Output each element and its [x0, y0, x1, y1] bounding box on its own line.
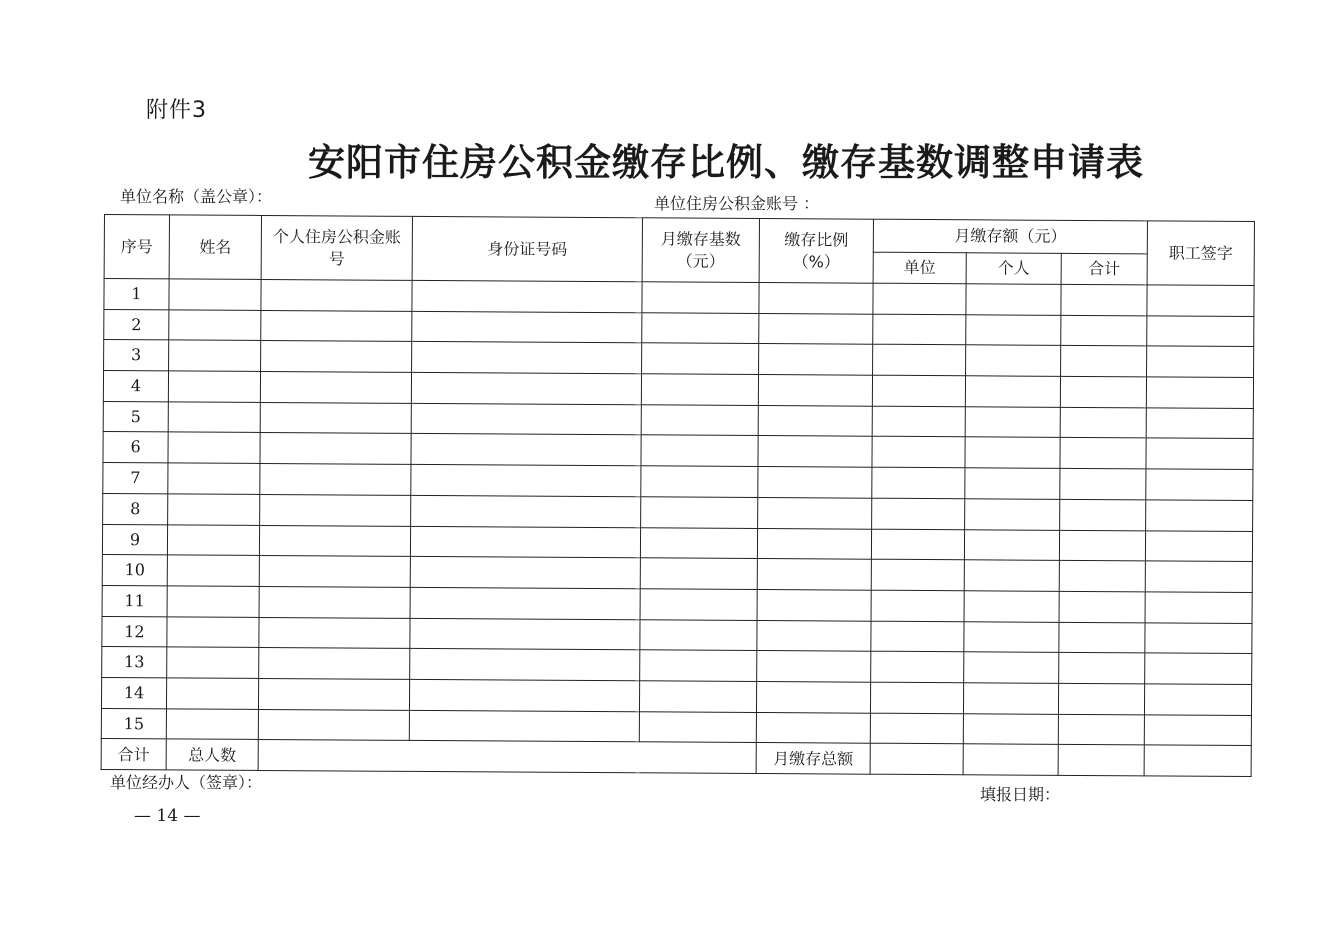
subtotal-cell	[1059, 591, 1145, 622]
signature-cell	[1146, 469, 1253, 500]
id-number-cell	[410, 618, 640, 650]
name-cell	[167, 647, 259, 678]
unit-amount-cell	[871, 590, 964, 621]
id-number-cell	[412, 311, 642, 343]
id-number-cell	[410, 587, 640, 619]
monthly-base-cell	[640, 619, 757, 650]
personal-account-cell	[259, 525, 410, 557]
row-number: 7	[103, 463, 168, 494]
header-row	[104, 215, 1254, 255]
unit-amount-cell	[872, 498, 965, 529]
monthly-base-cell	[640, 527, 757, 558]
personal-account-cell	[261, 279, 412, 311]
row-number: 13	[102, 647, 167, 678]
unit-amount-cell	[873, 283, 966, 314]
signature-cell	[1144, 684, 1251, 715]
ratio-cell	[757, 559, 871, 590]
header-seq: 序号	[104, 215, 169, 279]
personal-amount-cell	[965, 468, 1060, 499]
row-number: 3	[104, 340, 169, 371]
id-number-cell	[412, 280, 642, 312]
subtotal-cell	[1059, 530, 1145, 561]
header-id-number: 身份证号码	[412, 216, 642, 281]
name-cell	[168, 432, 260, 463]
unit-amount-cell	[873, 314, 966, 345]
personal-amount-cell	[966, 345, 1061, 376]
subtotal-cell	[1061, 346, 1147, 377]
personal-account-cell	[259, 617, 410, 649]
unit-amount-cell	[872, 406, 965, 437]
header-monthly-base: 月缴存基数（元）	[642, 218, 759, 283]
personal-amount-cell	[965, 376, 1060, 407]
personal-account-cell	[260, 402, 411, 434]
monthly-base-cell	[639, 681, 756, 712]
id-number-cell	[411, 403, 641, 435]
total-unit-cell	[870, 744, 963, 776]
signature-cell	[1145, 653, 1252, 684]
subtotal-cell	[1059, 653, 1145, 684]
personal-amount-cell	[965, 437, 1060, 468]
header-name: 姓名	[169, 215, 261, 280]
unit-amount-cell	[871, 651, 964, 682]
monthly-base-cell	[642, 312, 759, 343]
personal-account-cell	[260, 433, 411, 465]
operator-label: 单位经办人（签章）：	[110, 773, 263, 792]
header-monthly-amount: 月缴存额（元）	[873, 219, 1147, 254]
monthly-base-cell	[641, 374, 758, 405]
personal-amount-cell	[964, 621, 1059, 652]
page-number: — 14 —	[134, 806, 201, 826]
signature-cell	[1146, 500, 1253, 531]
id-number-cell	[411, 434, 641, 466]
name-cell	[168, 494, 260, 525]
ratio-cell	[758, 375, 872, 406]
personal-amount-cell	[963, 683, 1058, 714]
subtotal-cell	[1059, 622, 1145, 653]
ratio-cell	[758, 497, 872, 528]
unit-name-label: 单位名称（盖公章）：	[120, 187, 273, 206]
personal-amount-cell	[965, 407, 1060, 438]
header-personal: 个人	[966, 253, 1061, 285]
name-cell	[169, 310, 261, 341]
row-number: 6	[103, 432, 168, 463]
header-personal-account: 个人住房公积金账号	[261, 215, 412, 280]
subtotal-cell	[1058, 683, 1144, 714]
fund-account-label: 单位住房公积金账号 ：	[654, 194, 820, 213]
monthly-base-cell	[641, 497, 758, 528]
ratio-cell	[756, 712, 870, 743]
header-ratio: 缴存比例（%）	[759, 219, 873, 284]
row-number: 5	[103, 401, 168, 432]
attachment-label: 附件3	[146, 98, 207, 123]
personal-amount-cell	[966, 284, 1061, 315]
total-row	[101, 739, 1251, 777]
row-number: 9	[102, 524, 167, 555]
signature-cell	[1145, 530, 1252, 561]
unit-amount-cell	[872, 467, 965, 498]
unit-amount-cell	[870, 682, 963, 713]
unit-amount-cell	[872, 375, 965, 406]
subtotal-cell	[1060, 499, 1146, 530]
unit-amount-cell	[871, 621, 964, 652]
name-cell	[166, 678, 258, 709]
personal-amount-cell	[964, 560, 1059, 591]
monthly-base-cell	[641, 466, 758, 497]
personal-amount-cell	[964, 652, 1059, 683]
personal-amount-cell	[964, 529, 1059, 560]
signature-cell	[1145, 561, 1252, 592]
subtotal-cell	[1059, 561, 1145, 592]
row-number: 14	[101, 677, 166, 708]
ratio-cell	[758, 467, 872, 498]
ratio-cell	[759, 344, 873, 375]
personal-account-cell	[259, 648, 410, 680]
monthly-base-cell	[640, 589, 757, 620]
signature-cell	[1145, 592, 1252, 623]
row-number: 10	[102, 555, 167, 586]
id-number-cell	[411, 495, 641, 527]
name-cell	[167, 555, 259, 586]
subtotal-cell	[1061, 284, 1147, 315]
row-number: 11	[102, 585, 167, 616]
monthly-base-cell	[639, 711, 756, 742]
signature-cell	[1144, 714, 1251, 745]
name-cell	[167, 616, 259, 647]
monthly-base-cell	[640, 650, 757, 681]
name-cell	[167, 586, 259, 617]
personal-account-cell	[260, 494, 411, 526]
fill-date-label: 填报日期：	[980, 785, 1061, 804]
name-cell	[167, 524, 259, 555]
unit-amount-cell	[873, 345, 966, 376]
ratio-cell	[757, 620, 871, 651]
monthly-base-cell	[642, 343, 759, 374]
personal-amount-cell	[965, 499, 1060, 530]
personal-account-cell	[258, 709, 409, 741]
unit-amount-cell	[872, 437, 965, 468]
header-subtotal: 合计	[1061, 253, 1147, 285]
signature-cell	[1146, 438, 1253, 469]
header-signature: 职工签字	[1147, 221, 1254, 286]
personal-account-cell	[261, 310, 412, 342]
total-signature-cell	[1144, 745, 1251, 777]
monthly-base-cell	[641, 405, 758, 436]
ratio-cell	[759, 313, 873, 344]
id-number-cell	[409, 710, 639, 742]
monthly-total-label: 月缴存总额	[756, 743, 870, 775]
signature-cell	[1146, 377, 1253, 408]
personal-amount-cell	[964, 591, 1059, 622]
personal-amount-cell	[966, 314, 1061, 345]
id-number-cell	[411, 465, 641, 497]
unit-amount-cell	[871, 559, 964, 590]
signature-cell	[1145, 622, 1252, 653]
id-number-cell	[409, 679, 639, 711]
signature-cell	[1146, 408, 1253, 439]
name-cell	[168, 371, 260, 402]
personal-account-cell	[258, 678, 409, 710]
ratio-cell	[757, 528, 871, 559]
name-cell	[168, 402, 260, 433]
unit-amount-cell	[870, 713, 963, 744]
ratio-cell	[757, 651, 871, 682]
monthly-base-cell	[642, 282, 759, 313]
personal-amount-cell	[963, 713, 1058, 744]
header-unit: 单位	[873, 252, 966, 284]
row-number: 2	[104, 309, 169, 340]
subtotal-cell	[1060, 438, 1146, 469]
signature-cell	[1147, 316, 1254, 347]
name-cell	[168, 463, 260, 494]
id-number-cell	[410, 649, 640, 681]
ratio-cell	[757, 589, 871, 620]
personal-account-cell	[260, 464, 411, 496]
name-cell	[169, 340, 261, 371]
signature-cell	[1147, 346, 1254, 377]
ratio-cell	[759, 283, 873, 314]
form-title: 安阳市住房公积金缴存比例、缴存基数调整申请表	[308, 140, 1144, 184]
total-label: 合计	[101, 739, 166, 770]
personal-account-cell	[261, 341, 412, 373]
name-cell	[169, 279, 261, 310]
total-people-value	[258, 740, 756, 774]
monthly-base-cell	[640, 558, 757, 589]
total-subtotal-cell	[1058, 745, 1144, 777]
subtotal-cell	[1060, 468, 1146, 499]
row-number: 15	[101, 708, 166, 739]
total-personal-cell	[963, 744, 1058, 776]
id-number-cell	[412, 342, 642, 374]
id-number-cell	[410, 526, 640, 558]
personal-account-cell	[259, 556, 410, 588]
name-cell	[166, 709, 258, 740]
subtotal-cell	[1061, 315, 1147, 346]
subtotal-cell	[1058, 714, 1144, 745]
application-table-wrapper	[101, 214, 1255, 777]
ratio-cell	[758, 405, 872, 436]
subtotal-cell	[1060, 407, 1146, 438]
ratio-cell	[758, 436, 872, 467]
monthly-base-cell	[641, 435, 758, 466]
row-number: 4	[103, 371, 168, 402]
total-people-label: 总人数	[166, 739, 258, 771]
row-number: 8	[103, 493, 168, 524]
personal-account-cell	[259, 586, 410, 618]
application-table	[101, 214, 1255, 777]
personal-account-cell	[260, 372, 411, 404]
id-number-cell	[410, 557, 640, 589]
unit-amount-cell	[871, 529, 964, 560]
signature-cell	[1147, 285, 1254, 316]
id-number-cell	[411, 372, 641, 404]
row-number: 12	[102, 616, 167, 647]
row-number: 1	[104, 279, 169, 310]
subtotal-cell	[1060, 376, 1146, 407]
ratio-cell	[756, 681, 870, 712]
